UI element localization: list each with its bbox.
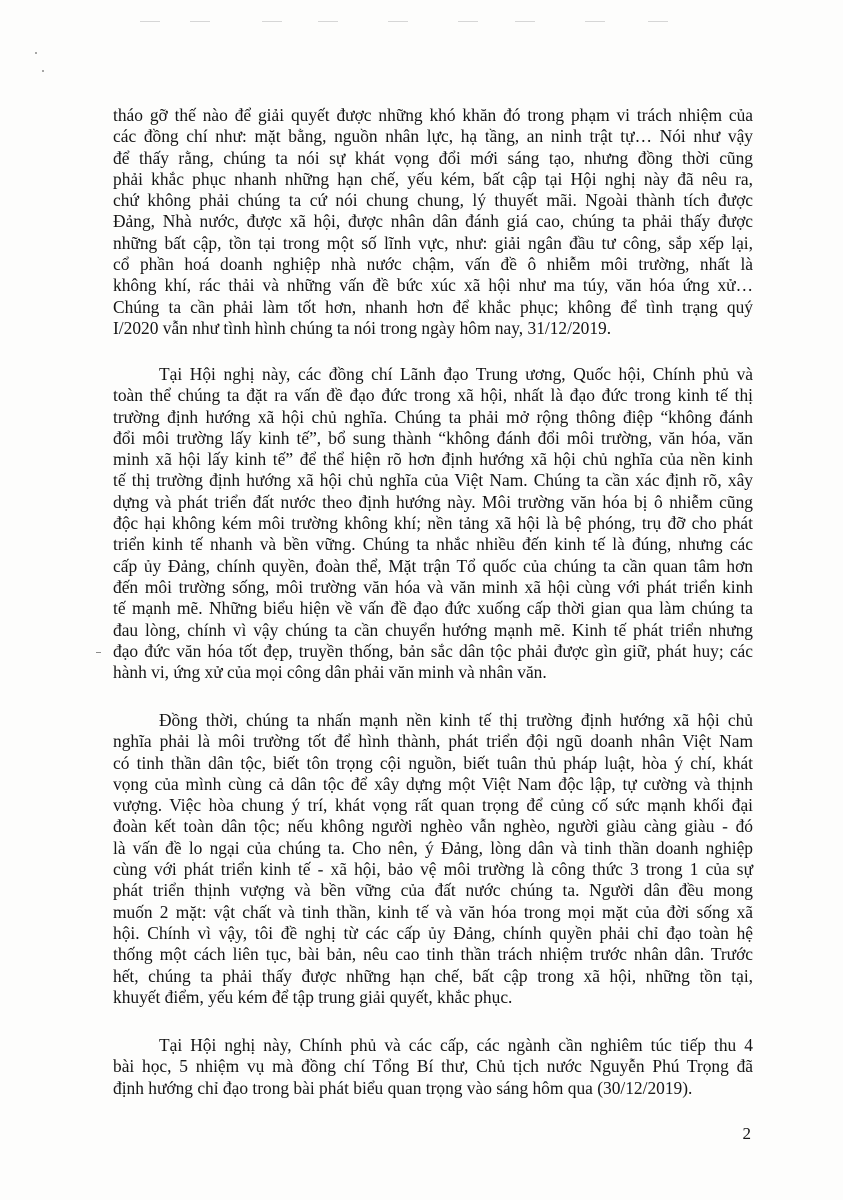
text-line: hết, chúng ta phải thấy được những hạn chế, bất cập trong xã hội, những tồn tại, (113, 965, 753, 986)
text-line: dựng và phát triển đất nước theo định hướng này. Môi trường văn hóa bị ô nhiễm cũng (113, 491, 753, 512)
text-line: vượng. Việc hòa chung ý trí, khát vọng rất quan trọng để củng cố sức mạnh khối đại (113, 795, 753, 816)
text-line: Chúng ta cần phải làm tốt hơn, nhanh hơn để khắc phục; không để tình trạng quý (113, 296, 753, 317)
text-line: đạo đức văn hóa tốt đẹp, truyền thống, bản sắc dân tộc phải được gìn giữ, phát huy; các (113, 640, 753, 661)
scan-artifact (458, 21, 478, 22)
text-line: tế thị trường định hướng xã hội chủ nghĩa của Việt Nam. Chúng ta cần xác định rõ, xây (113, 470, 753, 491)
text-line: cùng với phát triển kinh tế - xã hội, bảo vệ môi trường là công thức 3 trong 1 của sự (113, 859, 753, 880)
text-line: đổi môi trường lấy kinh tế”, bổ sung thành “không đánh đổi môi trường, văn hóa, văn (113, 427, 753, 448)
text-line: khuyết điểm, yếu kém để tập trung giải quyết, khắc phục. (113, 986, 513, 1007)
text-line: Đồng thời, chúng ta nhấn mạnh nền kinh tế thị trường định hướng xã hội chủ (159, 710, 753, 730)
scan-artifact (318, 21, 338, 22)
scan-artifact (585, 21, 605, 22)
text-line: hành vi, ứng xử của mọi công dân phải văn minh và nhân văn. (113, 662, 547, 683)
text-line: cấp ủy Đảng, chính quyền, đoàn thể, Mặt trận Tổ quốc của chúng ta cần quan tâm hơn (113, 555, 753, 576)
text-line: phải khắc phục nhanh những hạn chế, yếu kém, bất cập tại Hội nghị này đã nêu ra, (113, 168, 753, 189)
paragraph (113, 710, 753, 1008)
scan-artifact (262, 21, 282, 22)
text-line: bài học, 5 nhiệm vụ mà đồng chí Tổng Bí thư, Chủ tịch nước Nguyễn Phú Trọng đã (113, 1056, 753, 1077)
text-line: Đảng, Nhà nước, được xã hội, được nhân dân đánh giá cao, chúng ta phải thấy được (113, 211, 753, 232)
paragraph (113, 1035, 753, 1099)
scan-speck (35, 52, 37, 54)
scan-artifact (388, 21, 408, 22)
page-number: 2 (742, 1124, 751, 1143)
text-line: triển kinh tế nhanh và bền vững. Chúng ta nhắc nhiều đến kinh tế là đúng, nhưng các (113, 534, 753, 555)
text-line: muốn 2 mặt: vật chất và tinh thần, kinh tế và văn hóa trong mọi mặt của đời sống xã (113, 901, 753, 922)
text-line: là vấn đề lo ngại của chúng ta. Cho nên, ý Đảng, lòng dân và tinh thần doanh nghiệp (113, 837, 753, 858)
scan-artifact (648, 21, 668, 22)
paragraph (113, 364, 753, 683)
text-line: đau lòng, chính vì vậy chúng ta cần chuyển hướng mạnh mẽ. Kinh tế phát triển nhưng (113, 619, 753, 640)
text-line: không khí, rác thải và những vấn đề bức xúc xã hội như ma túy, văn hóa ứng xử… (113, 275, 753, 296)
text-line: hội. Chính vì vậy, tôi đề nghị từ các cấp ủy Đảng, chính quyền phải chỉ đạo toàn hệ (113, 922, 753, 943)
text-line: nghĩa phải là môi trường tốt để hình thành, phát triển đội ngũ doanh nhân Việt Nam (113, 731, 753, 752)
text-line: Tại Hội nghị này, các đồng chí Lãnh đạo Trung ương, Quốc hội, Chính phủ và (159, 364, 753, 384)
text-line: những bất cập, tồn tại trong một số lĩnh vực, như: giải ngân đầu tư công, sắp xếp lại, (113, 232, 753, 253)
text-line: cổ phần hoá doanh nghiệp nhà nước chậm, vấn đề ô nhiễm môi trường, nhất là (113, 254, 753, 275)
text-line: có tinh thần dân tộc, biết tôn trọng cội nguồn, biết tuân thủ pháp luật, hòa ý chí, khát (113, 752, 753, 773)
scan-artifact (190, 21, 210, 22)
text-line: I/2020 vẫn như tình hình chúng ta nói trong ngày hôm nay, 31/12/2019. (113, 317, 612, 338)
text-line: chứ không phải chúng ta cứ nói chung chung, lý thuyết mãi. Ngoài thành tích được (113, 190, 753, 211)
text-line: tế mạnh mẽ. Những biểu hiện về vấn đề đạo đức xuống cấp thời gian qua làm chúng ta (113, 598, 753, 619)
text-line: thống một cách liên tục, bài bản, nêu cao tinh thần trách nhiệm trước nhân dân. Trước (113, 944, 753, 965)
text-line: trường định hướng xã hội chủ nghĩa. Chúng ta phải mở rộng thông điệp “không đánh (113, 406, 753, 427)
scan-artifact (140, 21, 160, 22)
text-line: độc hại không kém môi trường không khí; nền tảng xã hội là bệ phóng, trụ đỡ cho phát (113, 513, 753, 534)
text-line: Tại Hội nghị này, Chính phủ và các cấp, các ngành cần nghiêm túc tiếp thu 4 (159, 1035, 753, 1055)
text-line: minh xã hội lấy kinh tế” để thể hiện rõ hơn định hướng xã hội chủ nghĩa của nền kinh (113, 449, 753, 470)
scan-speck (96, 652, 101, 653)
scan-speck (42, 70, 44, 72)
text-line: đoàn kết toàn dân tộc; nếu không người nghèo vẫn nghèo, người giàu càng giàu - đó (113, 816, 753, 837)
text-line: định hướng chỉ đạo trong bài phát biểu quan trọng vào sáng hôm qua (30/12/2019). (113, 1077, 693, 1098)
text-line: đến môi trường sống, môi trường văn hóa và văn minh xã hội cùng với phát triển kinh (113, 576, 753, 597)
text-line: để thấy rằng, chúng ta nói sự khát vọng đổi mới sáng tạo, nhưng đồng thời cũng (113, 147, 753, 168)
text-line: phát triển thịnh vượng và bền vững của đất nước chúng ta. Người dân đều mong (113, 880, 753, 901)
text-line: toàn thể chúng ta đặt ra vấn đề đạo đức trong xã hội, nhất là đạo đức trong kinh tế thị (113, 385, 753, 406)
text-line: vọng của mình cùng cả dân tộc để xây dựng một Việt Nam độc lập, tự cường và thịnh (113, 773, 753, 794)
text-line: các đồng chí như: mặt bằng, nguồn nhân lực, hạ tầng, an ninh trật tự… Nói như vậy (113, 126, 753, 147)
paragraph (113, 105, 753, 339)
scan-artifact (515, 21, 535, 22)
text-line: tháo gỡ thế nào để giải quyết được những khó khăn đó trong phạm vi trách nhiệm của (113, 105, 753, 125)
